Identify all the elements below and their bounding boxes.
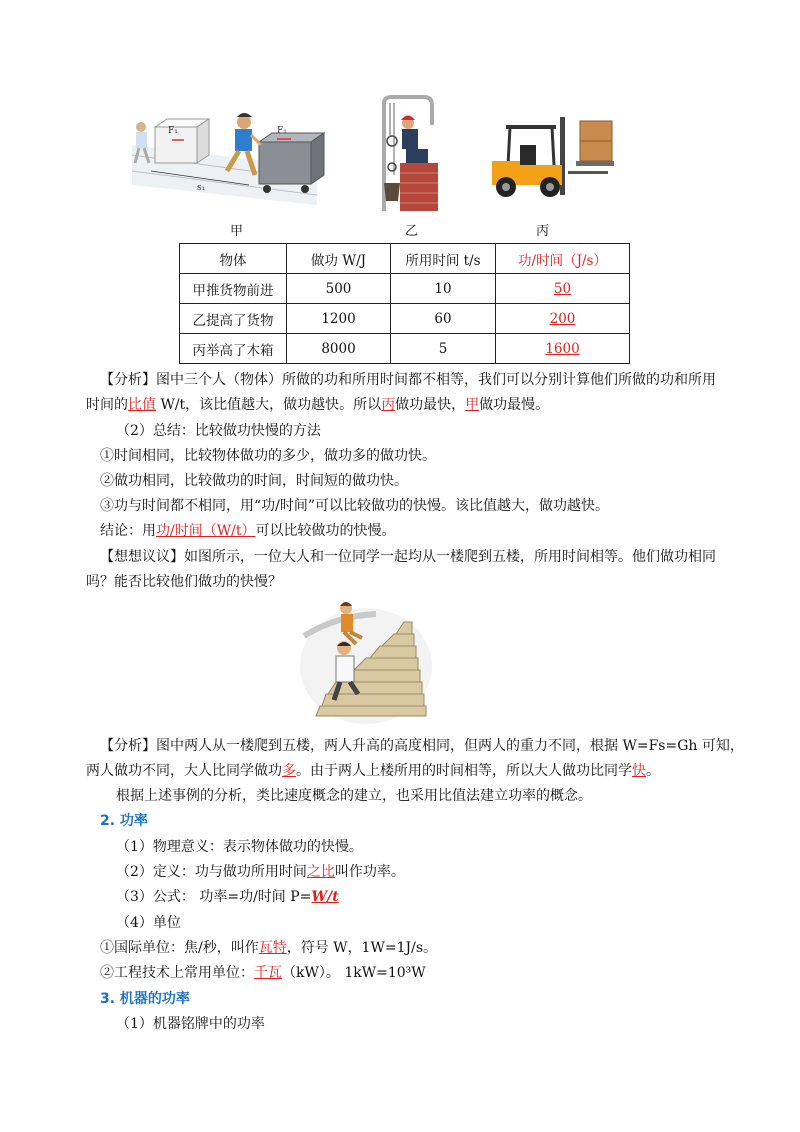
table-cell: 10 bbox=[391, 274, 496, 304]
text: 。由于两人上楼所用的时间相等，所以大人做功比同学 bbox=[296, 763, 632, 779]
answer-faster: 快 bbox=[632, 763, 646, 779]
section-heading-machine-power: 3. 机器的功率 bbox=[100, 991, 190, 1007]
answer-fastest: 丙 bbox=[381, 397, 396, 413]
text: 【分析】图中三个人（物体）所做的功和所用时间都不相等，我们可以分别计算他们所做的功和所用 bbox=[100, 372, 716, 388]
summary-heading: （2）总结：比较做功快慢的方法 bbox=[116, 423, 321, 439]
text: ，符号 W，1W=1J/s。 bbox=[286, 940, 438, 956]
engineering-unit bbox=[100, 963, 426, 983]
text: 两人做功不同，大人比同学做功 bbox=[86, 763, 282, 779]
think-discuss-cont: 吗？能否比较他们做功的快慢？ bbox=[86, 574, 282, 590]
table-header-cell: 做功 W/J bbox=[287, 244, 391, 274]
si-unit bbox=[100, 938, 437, 958]
text: 结论：用 bbox=[100, 523, 156, 539]
answer-value: 1600 bbox=[545, 340, 580, 357]
displacement-label: s₁ bbox=[197, 183, 206, 193]
table-header-cell: 物体 bbox=[180, 244, 287, 274]
analysis-paragraph-2-cont bbox=[86, 761, 660, 781]
answer-value: 50 bbox=[553, 280, 572, 297]
text: 时间的 bbox=[86, 397, 128, 413]
answer-ratio: 比值 bbox=[128, 397, 156, 413]
answer-ratio: 之比 bbox=[306, 864, 335, 880]
text: 做功最慢。 bbox=[479, 397, 550, 413]
answer-formula: 功/时间（W/t） bbox=[156, 523, 256, 539]
text: （2）定义：功与做功所用时间 bbox=[116, 864, 307, 880]
method-3: ③功与时间都不相同，用“功/时间”可以比较做功的快慢。该比值越大，做功越快。 bbox=[100, 498, 610, 514]
text: ①国际单位：焦/秒，叫作 bbox=[100, 940, 259, 956]
table-cell-answer bbox=[496, 334, 630, 364]
power-meaning: （1）物理意义：表示物体做功的快慢。 bbox=[116, 839, 363, 855]
answer-formula: W/t bbox=[311, 889, 339, 905]
text: ②工程技术上常用单位： bbox=[100, 965, 254, 981]
text: W/t，该比值越大，做功越快。所以 bbox=[156, 397, 382, 413]
work-time-table bbox=[179, 243, 630, 364]
forklift-illustration bbox=[490, 115, 615, 200]
power-definition bbox=[116, 862, 405, 882]
answer-more: 多 bbox=[282, 763, 296, 779]
force-label-f1: F₁ bbox=[168, 126, 178, 136]
answer-watt: 瓦特 bbox=[258, 940, 287, 956]
text: 叫作功率。 bbox=[334, 864, 405, 880]
method-1: ①时间相同，比较物体做功的多少，做功多的做功快。 bbox=[100, 448, 436, 464]
caption-jia: 甲 bbox=[230, 224, 244, 239]
caption-bing: 丙 bbox=[536, 224, 550, 239]
stairs-climbing-illustration bbox=[296, 596, 436, 728]
table-cell: 60 bbox=[391, 304, 496, 334]
answer-value: 200 bbox=[549, 310, 576, 327]
table-header-row bbox=[180, 244, 630, 274]
text: （3）公式： 功率=功/时间 P= bbox=[116, 889, 312, 905]
table-cell: 1200 bbox=[287, 304, 391, 334]
table-cell: 5 bbox=[391, 334, 496, 364]
analysis-paragraph-2: 【分析】图中两人从一楼爬到五楼，两人升高的高度相同，但两人的重力不同，根据 W=Fs=Gh 可知， bbox=[100, 738, 744, 754]
table-cell: 500 bbox=[287, 274, 391, 304]
table-cell: 丙举高了木箱 bbox=[180, 334, 287, 364]
text: 做功最快， bbox=[395, 397, 466, 413]
table-cell-answer bbox=[496, 274, 630, 304]
caption-yi: 乙 bbox=[405, 224, 419, 239]
table-cell-answer bbox=[496, 304, 630, 334]
table-cell: 8000 bbox=[287, 334, 391, 364]
section-heading-power: 2. 功率 bbox=[100, 813, 148, 829]
analysis-paragraph-1-cont bbox=[86, 395, 549, 415]
power-unit-heading: （4）单位 bbox=[116, 915, 181, 931]
text: （kW）。 1kW=10³W bbox=[282, 965, 426, 981]
table-row bbox=[180, 274, 630, 304]
text: 。 bbox=[646, 763, 660, 779]
think-discuss: 【想想议议】如图所示，一位大人和一位同学一起均从一楼爬到五楼，所用时间相等。他们做功相同 bbox=[100, 549, 716, 565]
table-row bbox=[180, 334, 630, 364]
table-header-cell: 所用时间 t/s bbox=[391, 244, 496, 274]
pulley-worker-illustration bbox=[378, 95, 443, 213]
nameplate-power: （1）机器铭牌中的功率 bbox=[116, 1016, 265, 1032]
table-cell: 甲推货物前进 bbox=[180, 274, 287, 304]
answer-kilowatt: 千瓦 bbox=[254, 965, 282, 981]
table-row bbox=[180, 304, 630, 334]
power-formula bbox=[116, 887, 339, 907]
table-cell: 乙提高了货物 bbox=[180, 304, 287, 334]
table-header-cell: 功/时间（J/s） bbox=[496, 244, 630, 274]
text: 可以比较做功的快慢。 bbox=[255, 523, 396, 539]
analysis-paragraph-1 bbox=[100, 370, 716, 390]
force-label-f2: F₁ bbox=[277, 126, 287, 136]
answer-slowest: 甲 bbox=[465, 397, 480, 413]
pushing-boxes-illustration bbox=[127, 105, 327, 215]
conclusion bbox=[100, 521, 395, 541]
ratio-method-sentence: 根据上述事例的分析，类比速度概念的建立，也采用比值法建立功率的概念。 bbox=[116, 788, 592, 804]
method-2: ②做功相同，比较做功的时间，时间短的做功快。 bbox=[100, 473, 408, 489]
